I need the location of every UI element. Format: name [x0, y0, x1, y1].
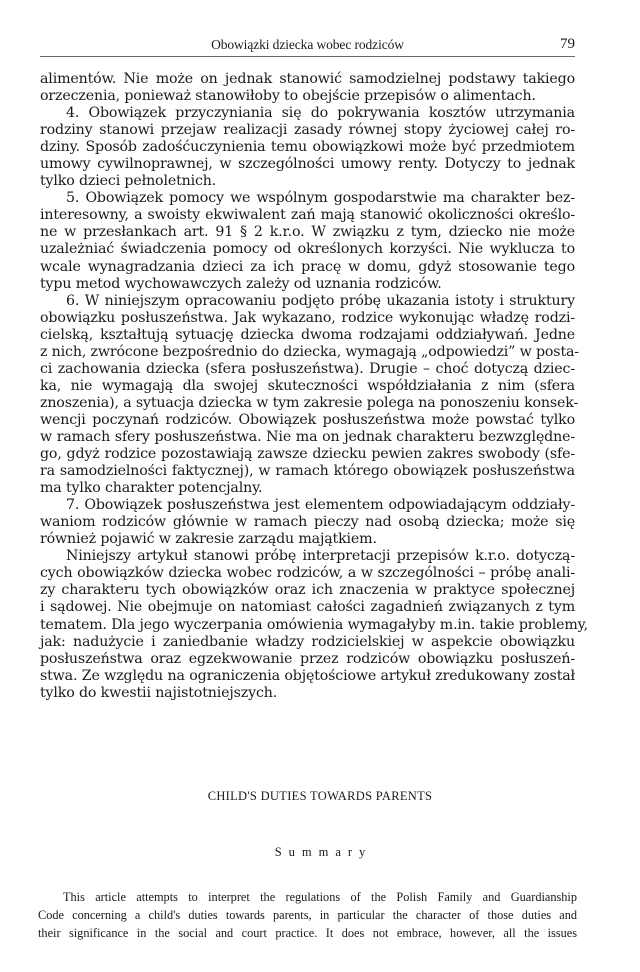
- text-line: alimentów. Nie może on jednak stanowić samodzielnej podstawy takiego: [40, 71, 575, 87]
- text-line: obowiązku posłuszeństwa. Jak wykazano, rodzice wykonując władzę rodzi-: [40, 309, 575, 326]
- text-line: 6. W niniejszym opracowaniu podjęto próbę ukazania istoty i struktury: [66, 292, 575, 309]
- paragraph-point-4: [40, 105, 575, 190]
- text-line: znoszenia), a sytuacja dziecka w tym zakresie polega na ponoszeniu konsek-: [40, 394, 579, 411]
- text-line: typu metod wychowawczych zależy od uznania rodziców.: [40, 275, 442, 292]
- page-number: 79: [560, 36, 575, 52]
- text-line: również pojawić w zakresie zarządu majątkiem.: [40, 531, 377, 548]
- text-line: 7. Obowiązek posłuszeństwa jest elementem odpowiadającym oddziały-: [66, 497, 575, 514]
- text-line: their significance in the social and court practice. It does not embrace, however, all the issues: [38, 926, 577, 940]
- text-line: uzależniać świadczenia pomocy od określonych korzyści. Nie wyklucza to: [40, 241, 575, 258]
- text-line: cielską, kształtują sytuację dziecka dwoma rodzajami oddziaływań. Jedne: [40, 326, 575, 343]
- text-line: ma tylko charakter potencjalny.: [40, 480, 263, 497]
- text-line: umowy cywilnoprawnej, w szczególności umowy renty. Dotyczy to jednak: [40, 156, 575, 173]
- text-line: ne w przesłankach art. 91 § 2 k.r.o. W związku z tym, dziecko nie może: [40, 224, 575, 241]
- text-line: w ramach sfery posłuszeństwa. Nie ma on jednak charakteru bezwzględne-: [40, 428, 575, 445]
- body-text: [40, 71, 588, 702]
- text-line: 5. Obowiązek pomocy we wspólnym gospodarstwie ma charakter bez-: [66, 190, 575, 207]
- text-line: go, gdyż rodzice pozostawiają zawsze dziecku pewien zakres swobody (sfe-: [40, 446, 575, 463]
- text-line: Code concerning a child's duties towards parents, in particular the character of those duties and: [38, 908, 577, 922]
- running-title: Obowiązki dziecka wobec rodziców: [211, 37, 404, 52]
- text-line: This article attempts to interpret the regulations of the Polish Family and Guardianship: [63, 890, 577, 904]
- text-line: interesowny, a swoisty ekwiwalent zań mają stanowić okoliczności określo-: [40, 207, 575, 224]
- text-line: ka, nie wymagają dla swojej skuteczności współdziałania z nim (sfera: [40, 377, 575, 394]
- text-line: waniom rodziców głównie w ramach pieczy nad osobą dziecka; może się: [40, 514, 575, 531]
- paragraph-point-6: [40, 292, 579, 498]
- paragraph-continuation: [40, 71, 575, 105]
- text-line: tylko do kwestii najistotniejszych.: [40, 684, 278, 701]
- text-line: wencji poczynań rodziców. Obowiązek posłuszeństwa może powstać tylko: [40, 411, 575, 428]
- text-line: z nich, zwrócone bezpośrednio do dziecka, wymagają „odpowiedzi” w posta-: [40, 343, 579, 360]
- english-title: CHILD'S DUTIES TOWARDS PARENTS: [207, 789, 433, 803]
- text-line: Niniejszy artykuł stanowi próbę interpretacji przepisów k.r.o. dotyczą-: [66, 548, 575, 565]
- text-line: zy charakteru tych obowiązków oraz ich znaczenia w praktyce społecznej: [40, 582, 575, 599]
- text-line: dziny. Sposób zadośćuczynienia temu obowiązkowi może być przedmiotem: [40, 139, 575, 156]
- page-header: [40, 36, 575, 57]
- text-line: cych obowiązków dziecka wobec rodziców, a w szczególności – próbę anali-: [40, 565, 575, 582]
- text-line: 4. Obowiązek przyczyniania się do pokrywania kosztów utrzymania: [66, 105, 575, 122]
- summary-heading: Summary: [274, 845, 373, 859]
- text-line: wcale wynagradzania dzieci za ich pracę w domu, gdyż stosowanie tego: [40, 258, 575, 275]
- text-line: i sądowej. Nie obejmuje on natomiast całości zagadnień związanych z tym: [40, 599, 575, 616]
- text-line: orzeczenia, ponieważ stanowiłoby to obejście przepisów o alimentach.: [40, 88, 536, 105]
- paragraph-point-5: [40, 190, 575, 292]
- text-line: posłuszeństwa oraz egzekwowanie przez rodziców obowiązku posłuszeń-: [40, 650, 575, 667]
- text-line: ra samodzielności faktycznej), w ramach którego obowiązek posłuszeństwa: [40, 463, 575, 480]
- text-line: tylko dzieci pełnoletnich.: [40, 173, 217, 190]
- text-line: rodziny stanowi przejaw realizacji zasady równej stopy życiowej całej ro-: [40, 122, 575, 139]
- text-line: stwa. Ze względu na ograniczenia objętościowe artykuł zredukowany został: [40, 667, 575, 684]
- paragraph-conclusion: [40, 548, 588, 701]
- summary-text: [38, 888, 577, 942]
- text-line: tematem. Dla jego wyczerpania omówienia wymagałyby m.in. takie problemy,: [40, 616, 588, 633]
- text-line: ci zachowania dziecka (sfera posłuszeństwa). Drugie – choć dotyczą dziec-: [40, 360, 575, 377]
- paragraph-point-7: [40, 497, 575, 548]
- text-line: jak: nadużycie i zaniedbanie władzy rodzicielskiej w aspekcie obowiązku: [40, 633, 575, 650]
